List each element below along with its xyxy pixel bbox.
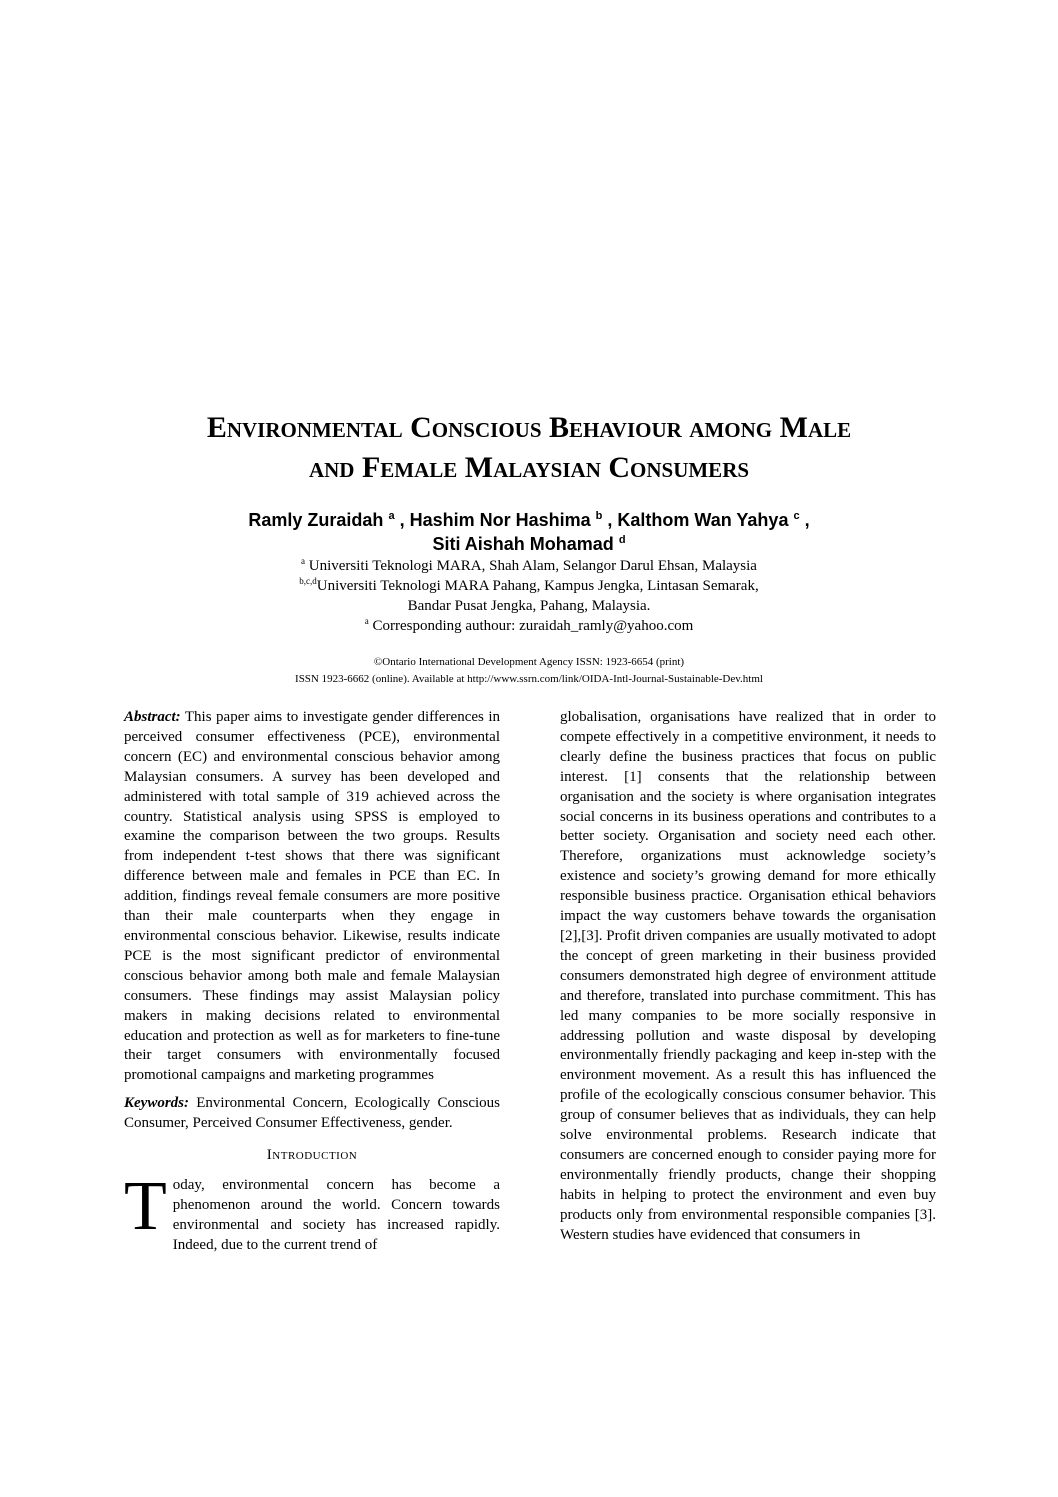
copyright-issn-print: ©Ontario International Development Agency ISSN: 1923-6654 (print) bbox=[373, 656, 685, 668]
left-column bbox=[124, 708, 500, 1256]
author-superscript: c bbox=[793, 510, 800, 522]
publication-info bbox=[80, 654, 978, 688]
author-line-1: Ramly Zuraidah $^a$ , Hashim Nor Hashima $^b$ , Kalthom Wan Yahya $^c$ , bbox=[248, 510, 810, 530]
affiliation-a: $^a$ Universiti Teknologi MARA, Shah Alam, Selangor Darul Ehsan, Malaysia bbox=[301, 556, 757, 574]
author-superscript: b bbox=[595, 510, 603, 522]
affiliations bbox=[80, 556, 978, 636]
title-line-2: and Female Malaysian Consumers bbox=[308, 451, 750, 484]
abstract-label: Abstract: bbox=[124, 709, 181, 725]
author-name: Hashim Nor Hashima bbox=[409, 510, 591, 530]
title-line-1: Environmental Conscious Behaviour among Male bbox=[206, 411, 852, 444]
drop-cap: T bbox=[124, 1167, 167, 1245]
introduction-paragraph bbox=[124, 1167, 500, 1256]
abstract-text: This paper aims to investigate gender differences in perceived consumer effectiveness (PCE), environmental concern (EC) and environmental conscious behavior among Malaysian consumers. A survey has been developed and administered with total sample of 319 achieved across the country. Statistical analysis using SPSS is employed to examine the comparison between the two groups. Results from independent t-test shows that there was significant difference between male and females in PCE than EC. In addition, findings reveal female consumers are more positive than their male counterparts when they engage in environmental conscious behavior. Likewise, results indicate PCE is the most significant predictor of environmental conscious behavior among both male and female Malaysian consumers. These findings may assist Malaysian policy makers in making decisions related to environmental education and protection as well as for marketers to fine-tune their target consumers with environmentally focused promotional campaigns and marketing programmes bbox=[124, 709, 500, 1084]
corresponding-author: $^a$ Corresponding authour: zuraidah_ramly@yahoo.com bbox=[364, 616, 694, 634]
introduction-text-left: oday, environmental concern has become a phenomenon around the world. Concern towards environmental and society has increased rapidly. Indeed, due to the current trend of bbox=[172, 1176, 500, 1253]
affiliation-bcd: $^{b,c,d}$Universiti Teknologi MARA Pahang, Kampus Jengka, Lintasan Semarak, bbox=[299, 576, 759, 594]
author-list bbox=[80, 508, 978, 556]
introduction-text-right: globalisation, organisations have realized that in order to compete effectively in a competitive environment, it needs to clearly define the business practices that focus on public interest. [1] consents that the relationship between organisation and the society is where organisation integrates social concerns in its business operations and contributes to a better society. Organisation and society need each other. Therefore, organizations must acknowledge society’s existence and society’s growing demand for more ethically responsible business practice. Organisation ethical behaviors impact the way customers behave towards the organisation [2],[3]. Profit driven companies are usually motivated to adopt the concept of green marketing in their business provided consumers demonstrated high degree of environment attitude and therefore, translated into purchase commitment. This has led many companies to be more socially responsive in addressing pollution and waste disposal by developing environmentally friendly packaging and keep in-step with the environment movement. As a result this has influenced the profile of the ecologically conscious consumer behavior. This group of consumer believes that as individuals, they can help solve environmental problems. Research indicate that consumers are concerned enough to consider paying more for environmentally friendly products, change their shopping habits in helping to protect the environment and even buy products only from environmental responsible companies [3]. Western studies have evidenced that consumers in bbox=[560, 709, 936, 1243]
keywords-label: Keywords: bbox=[124, 1095, 189, 1112]
keywords-text: Environmental Concern, Ecologically Conscious Consumer, Perceived Consumer Effectiveness, gender. bbox=[124, 1095, 500, 1132]
author-name: Ramly Zuraidah bbox=[248, 510, 384, 530]
issn-online-link: ISSN 1923-6662 (online). Available at http://www.ssrn.com/link/OIDA-Intl-Journal-Sustainable-Dev.html bbox=[295, 673, 763, 685]
author-line-2 bbox=[80, 532, 978, 556]
keywords bbox=[124, 1094, 500, 1134]
paper-title bbox=[100, 408, 958, 488]
author-superscript: a bbox=[388, 510, 395, 522]
abstract bbox=[124, 708, 500, 1086]
author-superscript: d bbox=[618, 534, 626, 546]
author-name: Kalthom Wan Yahya bbox=[617, 510, 789, 530]
section-heading-introduction: Introduction bbox=[266, 1147, 358, 1164]
affiliation-bcd-line-2: Bandar Pusat Jengka, Pahang, Malaysia. bbox=[407, 598, 651, 614]
author-name: Siti Aishah Mohamad bbox=[432, 534, 614, 554]
right-column bbox=[560, 708, 936, 1245]
